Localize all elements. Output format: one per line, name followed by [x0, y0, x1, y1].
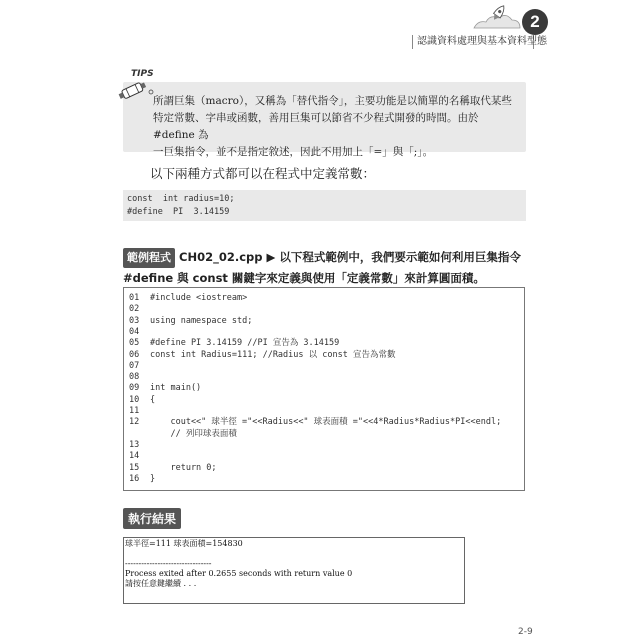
- line-number: 06: [129, 349, 140, 360]
- code-listing-line: [129, 338, 339, 349]
- code-snippet: [123, 190, 526, 221]
- code-line: const int radius=10;: [127, 194, 235, 204]
- example-filename: CH02_02.cpp: [179, 250, 263, 264]
- code-listing-line: [129, 372, 150, 383]
- line-code: const int Radius=111; //Radius 以 const 宣告為常數: [150, 349, 396, 360]
- line-number: 10: [129, 394, 140, 405]
- running-header-title: 認識資料處理與基本資料型態: [412, 35, 534, 49]
- line-number: 08: [129, 372, 140, 383]
- console-line: Process exited after 0.2655 seconds with return value 0: [125, 569, 353, 578]
- rocket-cloud-icon: [472, 2, 522, 32]
- line-number: 01: [129, 293, 140, 303]
- code-line: #define PI 3.14159: [127, 207, 230, 217]
- line-number: 09: [129, 383, 140, 394]
- code-listing-line: [129, 395, 155, 406]
- chapter-badge: 2: [522, 9, 548, 35]
- intro-text: 以下兩種方式都可以在程式中定義常數：: [150, 166, 376, 181]
- program-listing: [123, 287, 525, 491]
- code-listing-line: [129, 429, 237, 440]
- tips-line: 所謂巨集（macro），又稱為「替代指令」，主要功能是以簡單的名稱取代某些: [153, 95, 512, 107]
- code-listing-line: [129, 417, 501, 428]
- line-code: cout<<" 球半徑 ="<<Radius<<" 球表面積 ="<<4*Radius*Radius*PI<<endl;: [150, 417, 502, 428]
- line-code: return 0;: [150, 462, 217, 473]
- line-number: 04: [129, 326, 140, 337]
- tips-text: [153, 93, 519, 161]
- line-code: // 列印球表面積: [150, 428, 237, 439]
- line-code: #include <iostream>: [150, 293, 248, 303]
- example-line2: #define 與 const 關鍵字來定義與使用「定義常數」來計算圓面積。: [123, 271, 485, 285]
- code-listing-line: [129, 383, 201, 394]
- line-code: #define PI 3.14159 //PI 宣告為 3.14159: [150, 338, 340, 349]
- code-listing-line: [129, 316, 252, 327]
- line-number: 03: [129, 315, 140, 326]
- line-code: }: [150, 473, 156, 484]
- tips-line: 特定常數、字串或函數，善用巨集可以節省不少程式開發的時間。由於 #define 為: [153, 112, 479, 141]
- line-number: 07: [129, 360, 140, 371]
- console-line: 球半徑=111 球表面積=154830: [125, 539, 243, 548]
- code-listing-line: [129, 327, 150, 338]
- example-line1: 以下程式範例中，我們要示範如何利用巨集指令: [279, 250, 521, 264]
- example-description: [123, 247, 533, 288]
- line-number: 14: [129, 451, 140, 462]
- line-number: 05: [129, 338, 140, 349]
- code-listing-line: [129, 451, 150, 462]
- run-result-header: 執行結果: [123, 508, 181, 529]
- code-listing-line: [129, 406, 150, 417]
- code-listing-line: [129, 350, 395, 361]
- line-number: 13: [129, 439, 140, 450]
- code-listing-line: [129, 440, 150, 451]
- line-code: int main(): [150, 383, 202, 394]
- line-number: 12: [129, 417, 140, 428]
- code-listing-line: [129, 463, 217, 474]
- triangle-icon: ▶: [266, 250, 276, 264]
- code-listing-line: [129, 361, 150, 372]
- line-code: {: [150, 394, 156, 405]
- line-number: 02: [129, 304, 140, 315]
- line-number: 16: [129, 473, 140, 484]
- line-code: using namespace std;: [150, 315, 253, 326]
- line-number: 15: [129, 462, 140, 473]
- console-output: [123, 537, 465, 604]
- line-number: 11: [129, 406, 140, 416]
- console-line: --------------------------------: [125, 559, 212, 568]
- tips-label: TIPS: [131, 69, 154, 79]
- tips-line: 一巨集指令，並不是指定敘述，因此不用加上「=」與「;」。: [153, 146, 434, 158]
- example-tag: 範例程式: [123, 248, 175, 268]
- code-listing-line: [129, 293, 247, 304]
- code-listing-line: [129, 474, 155, 485]
- code-listing-line: [129, 304, 150, 315]
- page-number: 2-9: [518, 627, 533, 637]
- console-line: 請按任意鍵繼續 . . .: [125, 579, 197, 588]
